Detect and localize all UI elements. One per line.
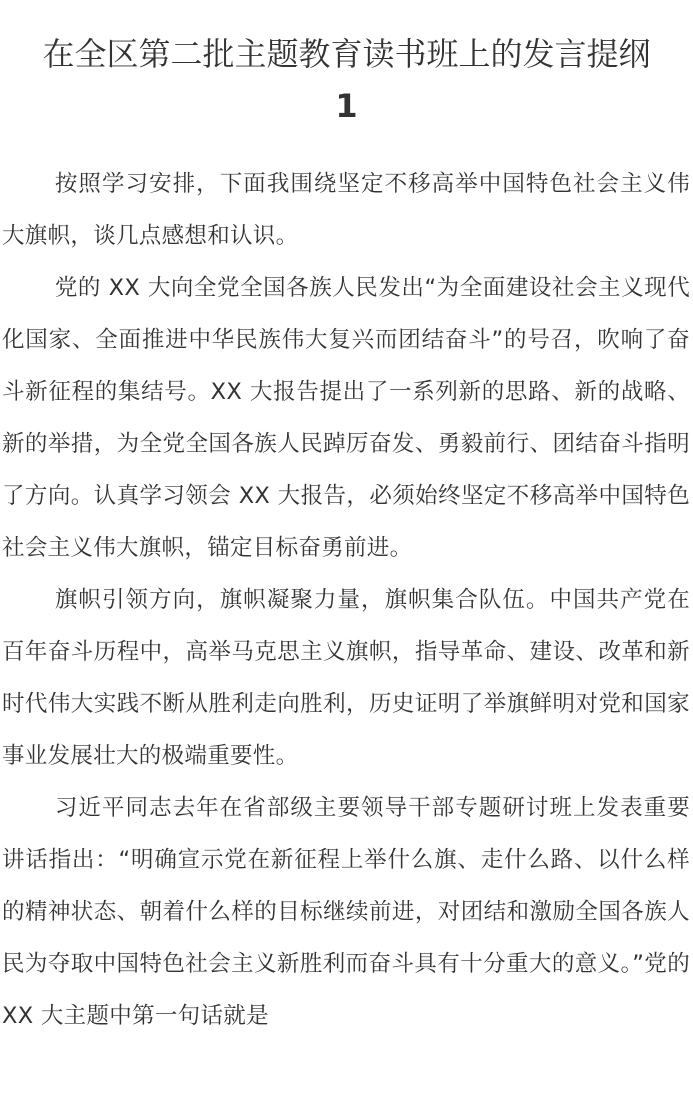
document-body [2, 158, 690, 1042]
document-title-text: 在全区第二批主题教育读书班上的发言提纲 [42, 35, 651, 73]
paragraph-congress-call: 党的 XX 大向全党全国各族人民发出“为全面建设社会主义现代化国家、全面推进中华民族伟大复兴而团结奋斗”的号召，吹响了奋斗新征程的集结号。XX 大报告提出了一系列新的思路、新的战略、新的举措，为全党全国各族人民踔厉奋发、勇毅前行、团结奋斗指明了方向。认真学习领会 XX 大报告，必须始终坚定不移高举中国特色社会主义伟大旗帜，锚定目标奋勇前进。 [2, 275, 690, 561]
document-title-number: 1 [335, 87, 358, 125]
paragraph-intro: 按照学习安排，下面我围绕坚定不移高举中国特色社会主义伟大旗帜，谈几点感想和认识。 [2, 171, 690, 249]
paragraph-banner-direction: 旗帜引领方向，旗帜凝聚力量，旗帜集合队伍。中国共产党在百年奋斗历程中，高举马克思主义旗帜，指导革命、建设、改革和新时代伟大实践不断从胜利走向胜利，历史证明了举旗鲜明对党和国家事业发展壮大的极端重要性。 [2, 587, 690, 769]
document-title [0, 28, 693, 132]
paragraph-speech-quote: 习近平同志去年在省部级主要领导干部专题研讨班上发表重要讲话指出：“明确宣示党在新征程上举什么旗、走什么路、以什么样的精神状态、朝着什么样的目标继续前进，对团结和激励全国各族人民为夺取中国特色社会主义新胜利而奋斗具有十分重大的意义。”党的 XX 大主题中第一句话就是 [2, 795, 690, 1029]
